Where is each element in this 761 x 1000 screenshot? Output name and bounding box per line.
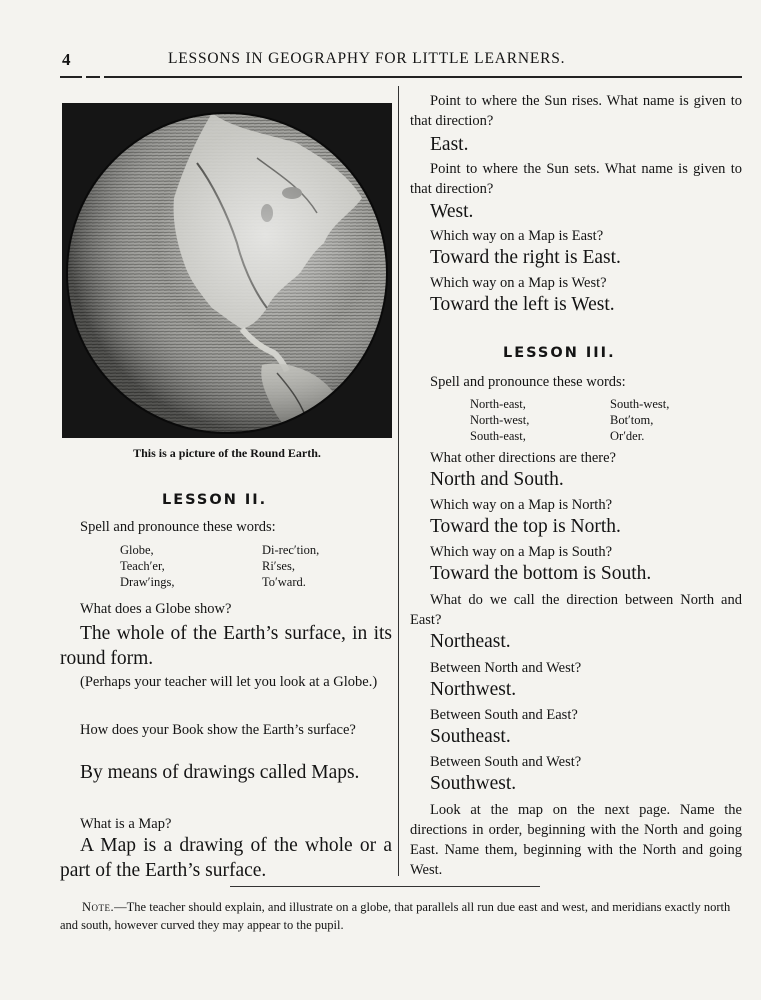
lesson-3-heading: LESSON III. [503, 345, 616, 361]
lesson-2-note: (Perhaps your teacher will let you look at a Globe.) [80, 674, 378, 690]
running-head: LESSONS IN GEOGRAPHY FOR LITTLE LEARNERS. [168, 50, 566, 67]
lesson-3-answer: Northwest. [430, 679, 517, 700]
lesson-3-question: Which way on a Map is South? [430, 544, 613, 560]
footnote [60, 898, 740, 934]
lesson-2-question: How does your Book show the Earth’s surface? [80, 722, 356, 738]
word: Globe, [120, 543, 154, 557]
footnote-text: —The teacher should explain, and illustrate on a globe, that parallels all run due east and west, and meridians exactly north and south, however curved they may appear to the pupil. [60, 900, 731, 932]
lesson-2-question: Which way on a Map is West? [430, 275, 607, 291]
lesson-2-answer: Toward the left is West. [430, 294, 615, 315]
word: Ri′ses, [262, 559, 295, 573]
footnote-rule [230, 886, 540, 887]
lesson-2-instruction: Spell and pronounce these words: [80, 519, 276, 535]
lesson-3-answer: Southwest. [430, 773, 517, 794]
lesson-2-question: What is a Map? [80, 816, 172, 832]
column-divider [398, 86, 399, 876]
lesson-3-question: Between North and West? [430, 660, 582, 676]
lesson-2-question: Point to where the Sun sets. What name is given to that direction? [410, 161, 742, 197]
word: South-east, [470, 429, 526, 443]
lesson-3-question: What do we call the direction between North and East? [410, 592, 742, 628]
lesson-2-word-list-right [262, 542, 319, 590]
lesson-3-answer: Northeast. [430, 631, 511, 652]
lesson-2-question: What does a Globe show? [80, 601, 232, 617]
globe-illustration [62, 103, 392, 438]
lesson-3-answer: Toward the bottom is South. [430, 563, 652, 584]
lesson-2-answer: Toward the right is East. [430, 247, 621, 268]
lesson-3-answer: Southeast. [430, 726, 511, 747]
lesson-3-question: Between South and West? [430, 754, 582, 770]
lesson-2-question: Which way on a Map is East? [430, 228, 604, 244]
lesson-2-question: Point to where the Sun rises. What name is given to that direction? [410, 93, 742, 129]
lesson-3-answer: North and South. [430, 469, 564, 490]
footnote-label: Note. [82, 900, 115, 914]
earth-globe-icon [62, 103, 392, 438]
header-rule-gap [100, 76, 104, 78]
header-rule [60, 76, 742, 78]
lesson-2-answer: The whole of the Earth’s surface, in its round form. [60, 623, 392, 669]
lesson-2-answer: West. [430, 201, 474, 222]
word: To′ward. [262, 575, 306, 589]
word: Di-rec′tion, [262, 543, 320, 557]
word: Draw′ings, [120, 575, 175, 589]
page-number: 4 [62, 50, 71, 69]
word: Or′der. [610, 429, 645, 443]
lesson-3-question: Which way on a Map is North? [430, 497, 613, 513]
header-rule-gap [82, 76, 86, 78]
figure-caption: This is a picture of the Round Earth. [133, 446, 321, 460]
word: Bot′tom, [610, 413, 654, 427]
lesson-3-word-list-left [470, 396, 529, 444]
word: North-east, [470, 397, 526, 411]
lesson-3-word-list-right [610, 396, 669, 444]
lesson-2-heading: LESSON II. [162, 492, 268, 508]
lesson-3-instruction: Spell and pronounce these words: [430, 374, 626, 390]
lesson-3-closing-paragraph: Look at the map on the next page. Name the directions in order, beginning with the North and going East. Name them, beginning with the North and going West. [410, 802, 742, 878]
lesson-3-question: Between South and East? [430, 707, 578, 723]
word: North-west, [470, 413, 530, 427]
lesson-3-answer: Toward the top is North. [430, 516, 621, 537]
lesson-2-answer: By means of drawings called Maps. [80, 762, 360, 783]
lesson-3-question: What other directions are there? [430, 450, 616, 466]
word: South-west, [610, 397, 670, 411]
lesson-2-answer: A Map is a drawing of the whole or a part of the Earth’s surface. [60, 835, 392, 881]
lesson-2-answer: East. [430, 134, 469, 155]
lesson-2-word-list-left [120, 542, 174, 590]
word: Teach′er, [120, 559, 165, 573]
